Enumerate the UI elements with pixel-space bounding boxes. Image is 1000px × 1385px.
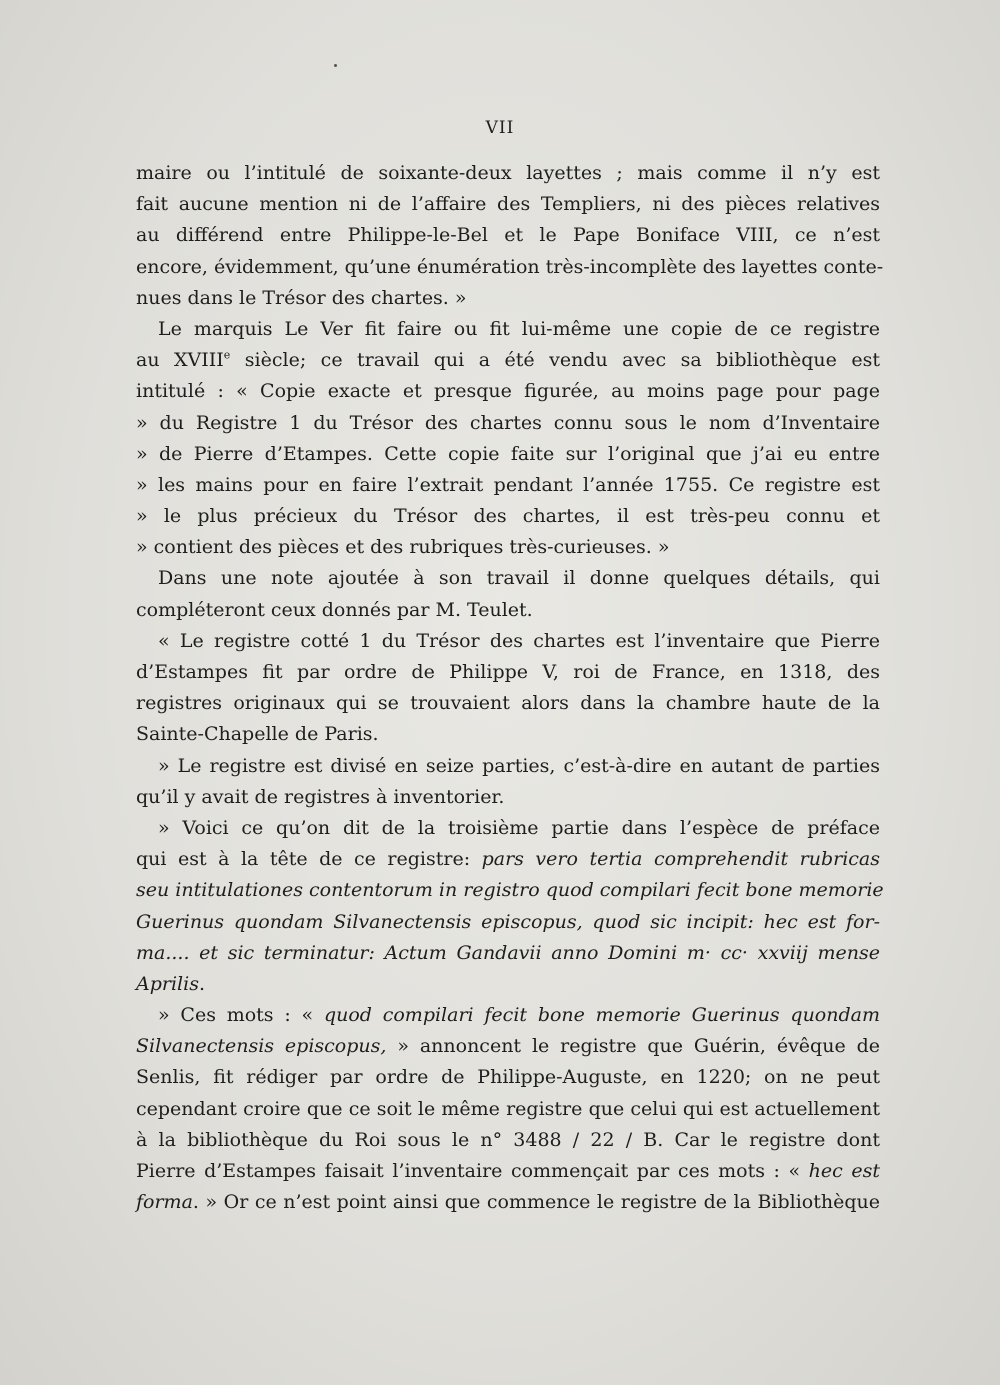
text-line [136,439,880,470]
text-line [136,938,880,969]
text-line [136,657,880,688]
italic-span: pars vero tertia comprehendit rubricas [481,848,880,871]
italic-span: ma.... et sic terminatur: Actum Gandavii anno Domini m· cc· xxviij mense [136,941,880,964]
text-span: maire ou l’intitulé de soixante-deux layettes ; mais comme il n’y est [136,162,880,184]
text-span: qu’il y avait de registres à inventorier. [136,785,505,808]
text-line [136,1187,880,1218]
text-span: » Le registre est divisé en seize parties, c’est-à-dire en autant de parties [158,754,880,777]
text-span: nues dans le Trésor des chartes. » [136,286,467,309]
text-span: encore, évidemment, qu’une énumération très-incomplète des layettes conte- [136,255,884,278]
text-span: » le plus précieux du Trésor des chartes, il est très-peu connu et [136,505,880,528]
text-span: » annoncent le registre que Guérin, évêque de [386,1035,880,1058]
text-line [136,751,880,782]
italic-span: seu intitulationes contentorum in registro quod compilari fecit bone memorie [136,879,884,902]
text-line [136,844,880,875]
text-span: à la bibliothèque du Roi sous le n° 3488 / 22 / B. Car le registre dont [136,1128,880,1151]
text-line [136,1062,880,1093]
text-line [136,626,880,657]
italic-span: Guerinus quondam Silvanectensis episcopus, quod sic incipit: hec est for- [136,910,880,933]
text-span: « Le registre cotté 1 du Trésor des chartes est l’inventaire que Pierre [158,629,880,652]
text-line [136,314,880,345]
italic-span: Silvanectensis episcopus, [136,1035,387,1058]
text-line [136,719,880,750]
text-span: siècle; ce travail qui a été vendu avec sa bibliothèque est [230,349,880,372]
text-span: » contient des pièces et des rubriques très-curieuses. » [136,536,670,559]
italic-span: quod compilari fecit bone memorie Guerinus quondam [323,1004,880,1027]
text-line [136,470,880,501]
text-span: . [198,972,205,995]
body-text [136,158,884,1218]
italic-span: Aprilis [136,972,199,995]
superscript: e [223,348,231,362]
text-span: Le marquis Le Ver fit faire ou fit lui-même une copie de ce registre [158,317,880,340]
text-span: » Voici ce qu’on dit de la troisième partie dans l’espèce de préface [158,816,880,839]
text-span: Senlis, fit rédiger par ordre de Philippe-Auguste, en 1220; on ne peut [136,1066,880,1089]
text-line [136,907,880,938]
paper-speck [334,64,337,67]
text-span: registres originaux qui se trouvaient alors dans la chambre haute de la [136,692,880,715]
text-line [136,875,884,906]
text-line [136,501,880,532]
text-span: au différend entre Philippe-le-Bel et le Pape Boniface VIII, ce n’est [136,224,880,247]
text-line [136,408,880,439]
text-span: cependant croire que ce soit le même registre que celui qui est actuellement [136,1097,880,1120]
italic-span: hec est [808,1160,880,1182]
text-span: » Ces mots : « [158,1004,324,1027]
text-line [136,595,880,626]
text-span: d’Estampes fit par ordre de Philippe V, roi de France, en 1318, des [136,661,880,683]
text-span: Sainte-Chapelle de Paris. [136,723,379,746]
text-line [136,782,880,813]
text-line [136,283,880,314]
text-line [136,1031,880,1062]
text-span: qui est à la tête de ce registre: [136,848,482,871]
text-span: » du Registre 1 du Trésor des chartes connu sous le nom d’Inventaire [136,411,880,434]
text-span: intitulé : « Copie exacte et presque figurée, au moins page pour page [136,380,880,403]
text-line [136,813,880,844]
text-span: compléteront ceux donnés par M. Teulet. [136,598,533,621]
text-line [136,376,880,407]
page-number: VII [485,118,515,138]
text-line [136,252,884,283]
text-line [136,1094,880,1125]
text-span: . » Or ce n’est point ainsi que commence le registre de la Bibliothèque [192,1191,880,1214]
text-span: Dans une note ajoutée à son travail il donne quelques détails, qui [158,567,880,590]
text-span: fait aucune mention ni de l’affaire des Templiers, ni des pièces relatives [136,193,880,216]
text-line [136,532,880,563]
text-line [136,688,880,719]
text-span: au XVIII [136,349,224,372]
text-line [136,220,880,251]
text-line [136,189,880,220]
text-span: » les mains pour en faire l’extrait pendant l’année 1755. Ce registre est [136,473,880,496]
text-line [136,1125,880,1156]
text-line [136,563,880,594]
text-span: Pierre d’Estampes faisait l’inventaire commençait par ces mots : « [136,1160,809,1182]
text-line [136,345,880,376]
italic-span: forma [136,1191,193,1214]
text-line [136,158,880,189]
text-line [136,969,880,1000]
text-line [136,1156,880,1187]
text-line [136,1000,880,1031]
text-span: » de Pierre d’Etampes. Cette copie faite sur l’original que j’ai eu entre [136,442,880,465]
